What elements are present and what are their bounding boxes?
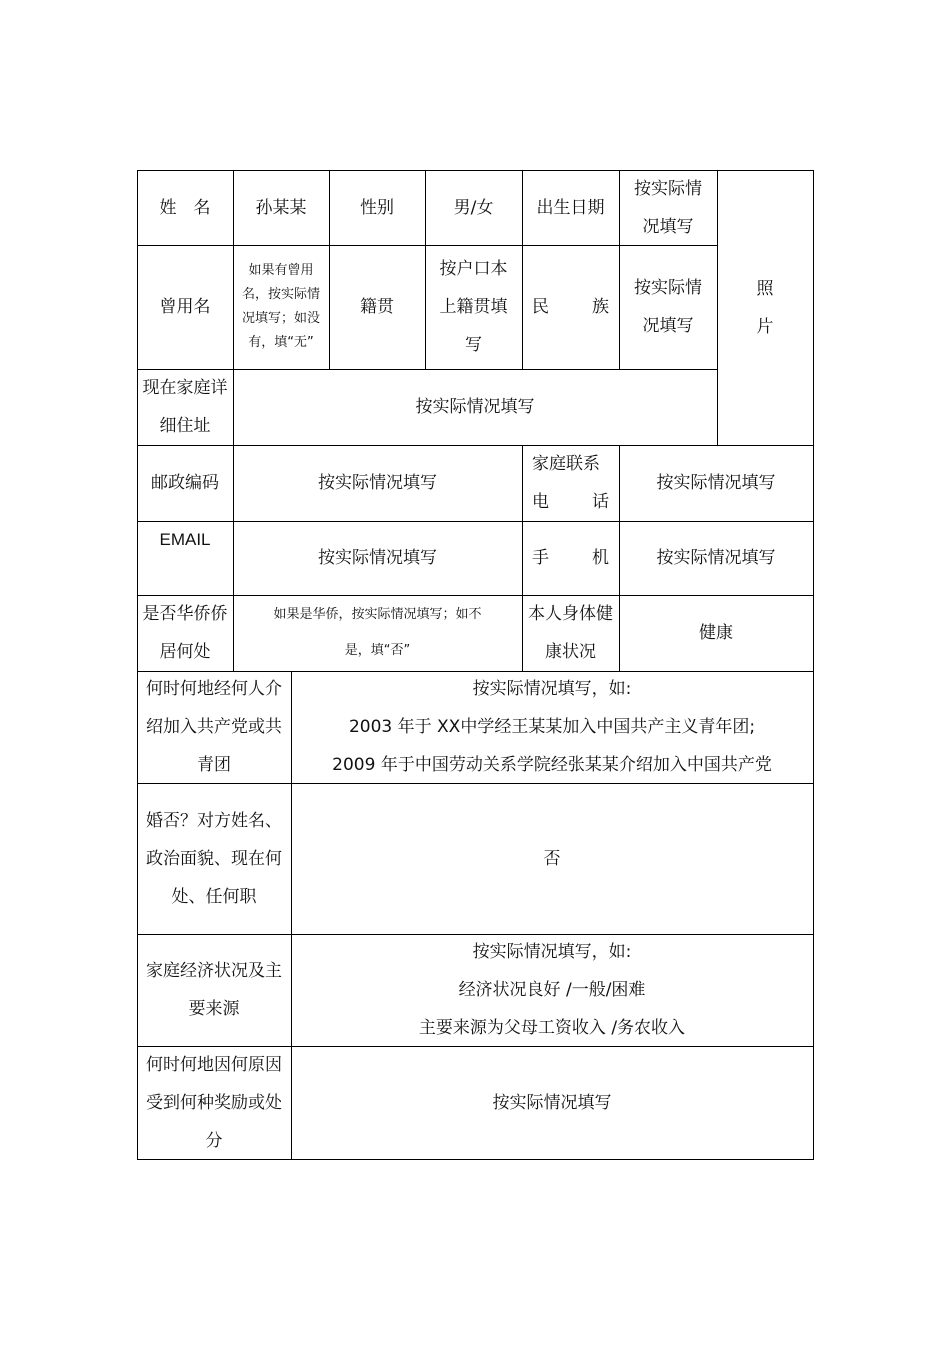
- gender-value: 男/女: [453, 197, 494, 218]
- postcode-value: 按实际情况填写: [318, 473, 437, 493]
- postcode-label: 邮政编码: [151, 473, 219, 493]
- economy-value: 按实际情况填写，如: 经济状况良好 /一般/困难 主要来源为父母工资收入 /务农收入: [418, 942, 686, 1038]
- birth-date-label: 出生日期: [536, 197, 605, 218]
- award-value: 按实际情况填写: [492, 1092, 612, 1113]
- party-join-label: 何时何地经何人介绍加入共产党或共青团: [146, 679, 282, 775]
- mobile-value: 按实际情况填写: [656, 548, 776, 568]
- health-value: 健康: [699, 623, 733, 643]
- award-label: 何时何地因何原因受到何种奖励或处分: [146, 1054, 282, 1151]
- name-label: 姓 名: [159, 197, 211, 218]
- email-label: EMAIL: [159, 530, 211, 549]
- ethnicity-value: 按实际情况填写: [634, 278, 702, 336]
- marriage-label: 婚否？对方姓名、政治面貌、现在何处、任何职: [146, 810, 282, 907]
- native-place-value: 按户口本上籍贯填写: [439, 259, 508, 355]
- birth-date-value: 按实际情况填写: [634, 178, 702, 237]
- native-place-label: 籍贯: [360, 297, 394, 317]
- marriage-value: 否: [543, 848, 561, 869]
- email-value: 按实际情况填写: [318, 548, 437, 568]
- ethnicity-label: 民 族: [532, 297, 609, 317]
- home-phone-value: 按实际情况填写: [656, 473, 776, 493]
- party-join-value: 按实际情况填写，如: 2003 年于 XX中学经王某某加入中国共产主义青年团; 2009 年于中国劳动关系学院经张某某介绍加入中国共产党: [332, 679, 772, 775]
- info-form-table: [137, 170, 814, 1160]
- economy-label: 家庭经济状况及主要来源: [146, 961, 282, 1019]
- photo-box: 照 片: [756, 278, 774, 337]
- address-label: 现在家庭详细住址: [142, 378, 228, 436]
- name-value: 孙某某: [255, 197, 307, 218]
- health-label: 本人身体健康状况: [528, 604, 613, 662]
- gender-label: 性别: [360, 197, 394, 218]
- border-right: [813, 170, 814, 1160]
- address-value: 按实际情况填写: [415, 397, 535, 417]
- former-name-value: 如果有曾用名，按实际情况填写；如没有，填“无”: [241, 263, 320, 350]
- mobile-label: 手 机: [532, 548, 609, 568]
- former-name-label: 曾用名: [159, 297, 211, 317]
- home-phone-label: 家庭联系 电 话: [532, 454, 609, 512]
- overseas-value: 如果是华侨，按实际情况填写；如不 是，填“否”: [273, 607, 482, 658]
- overseas-label: 是否华侨侨居何处: [142, 604, 228, 662]
